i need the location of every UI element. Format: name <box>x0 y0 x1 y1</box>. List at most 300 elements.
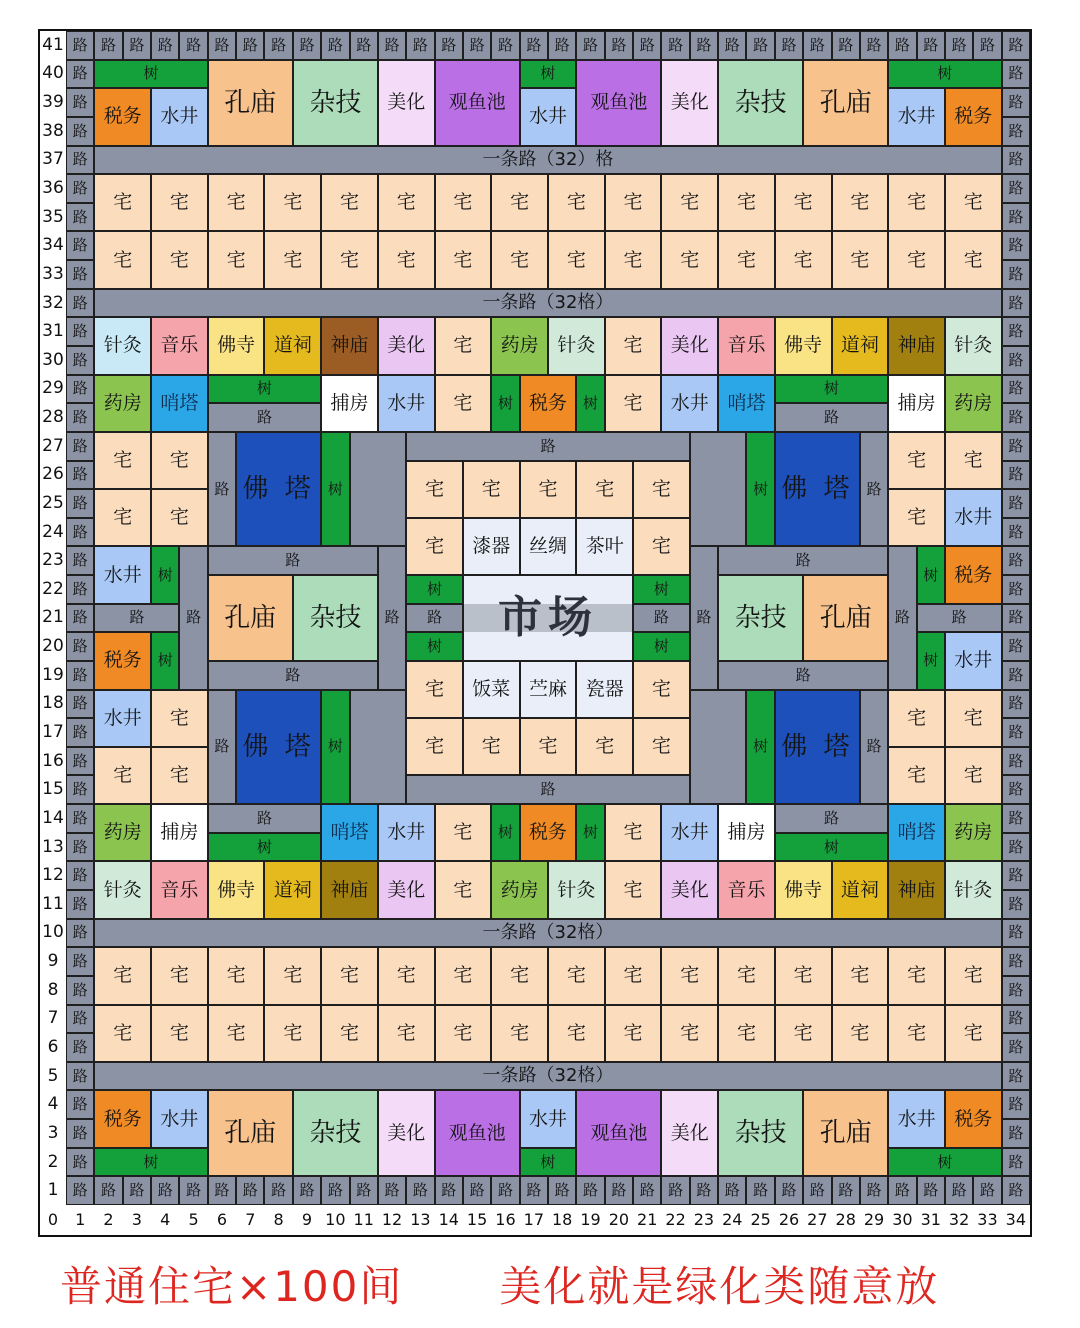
road: 路 <box>605 31 633 60</box>
acupuncture: 针灸 <box>94 317 151 374</box>
road: 路 <box>66 861 94 890</box>
house: 宅 <box>605 861 662 918</box>
col-label: 10 <box>321 1205 349 1235</box>
road: 路 <box>208 690 236 805</box>
pharmacy: 药房 <box>945 375 1002 432</box>
shrine: 神庙 <box>321 317 378 374</box>
road: 路 <box>633 604 690 633</box>
beautification: 美化 <box>661 1090 718 1176</box>
road: 路 <box>66 690 94 719</box>
beautification: 美化 <box>378 861 435 918</box>
road: 路 <box>945 1176 973 1205</box>
caption-beautify: 美化就是绿化类随意放 <box>499 1262 940 1311</box>
tree: 树 <box>746 690 774 805</box>
tree: 树 <box>406 575 463 604</box>
col-label: 29 <box>860 1205 888 1235</box>
police-post: 捕房 <box>718 804 775 861</box>
road: 路 <box>406 432 690 461</box>
road: 路 <box>775 31 803 60</box>
house: 宅 <box>888 489 945 546</box>
daoist-shrine: 道祠 <box>832 861 889 918</box>
road: 路 <box>66 88 94 117</box>
road: 路 <box>66 1090 94 1119</box>
road: 路 <box>66 146 94 175</box>
road: 路 <box>378 1176 406 1205</box>
col-label: 30 <box>888 1205 916 1235</box>
road: 路 <box>576 1176 604 1205</box>
road: 路 <box>66 346 94 375</box>
row-label: 7 <box>40 1005 66 1034</box>
acrobatics: 杂技 <box>718 575 803 661</box>
road: 路 <box>66 289 94 318</box>
music: 音乐 <box>151 317 208 374</box>
road: 路 <box>435 31 463 60</box>
road: 路 <box>236 1176 264 1205</box>
road: 路 <box>1002 690 1030 719</box>
road: 路 <box>66 117 94 146</box>
road: 路 <box>208 546 378 575</box>
house: 宅 <box>94 432 151 489</box>
road: 一条路（32）格 <box>94 146 1001 175</box>
house: 宅 <box>321 231 378 288</box>
row-label: 37 <box>40 146 66 175</box>
road: 路 <box>66 461 94 490</box>
house: 宅 <box>520 461 577 518</box>
house: 宅 <box>718 1005 775 1062</box>
road: 路 <box>917 1176 945 1205</box>
col-label: 17 <box>520 1205 548 1235</box>
road: 路 <box>66 403 94 432</box>
road: 路 <box>888 546 916 689</box>
house: 宅 <box>435 375 492 432</box>
daoist-shrine: 道祠 <box>264 317 321 374</box>
col-label: 33 <box>973 1205 1001 1235</box>
row-label: 17 <box>40 718 66 747</box>
road: 路 <box>66 260 94 289</box>
house: 宅 <box>378 1005 435 1062</box>
house: 宅 <box>435 231 492 288</box>
well: 水井 <box>94 546 151 603</box>
tree: 树 <box>775 833 888 862</box>
row-label: 26 <box>40 461 66 490</box>
road: 路 <box>66 231 94 260</box>
tree: 树 <box>633 632 690 661</box>
road: 路 <box>378 31 406 60</box>
road: 路 <box>1002 1090 1030 1119</box>
house: 宅 <box>435 947 492 1004</box>
house: 宅 <box>151 174 208 231</box>
tree: 树 <box>917 632 945 689</box>
house: 宅 <box>208 947 265 1004</box>
well: 水井 <box>888 1090 945 1147</box>
house: 宅 <box>888 432 945 489</box>
road: 路 <box>1002 461 1030 490</box>
grid <box>40 31 1030 1235</box>
buddhist-temple: 佛寺 <box>208 861 265 918</box>
road: 路 <box>264 31 292 60</box>
house: 宅 <box>661 231 718 288</box>
tax-office: 税务 <box>94 88 151 145</box>
col-label: 18 <box>548 1205 576 1235</box>
tax-office: 税务 <box>94 1090 151 1147</box>
house: 宅 <box>435 804 492 861</box>
road: 路 <box>1002 289 1030 318</box>
house: 宅 <box>888 174 945 231</box>
road: 路 <box>66 604 94 633</box>
road: 一条路（32格） <box>94 919 1001 948</box>
pharmacy: 药房 <box>491 861 548 918</box>
house: 宅 <box>832 947 889 1004</box>
road: 路 <box>917 604 1002 633</box>
road: 路 <box>832 31 860 60</box>
road <box>690 690 747 805</box>
row-label: 13 <box>40 833 66 862</box>
road: 路 <box>66 60 94 89</box>
road: 路 <box>179 546 207 689</box>
col-label: 2 <box>94 1205 122 1235</box>
tree: 树 <box>633 575 690 604</box>
col-label: 11 <box>350 1205 378 1235</box>
house: 宅 <box>520 718 577 775</box>
col-label: 7 <box>236 1205 264 1235</box>
road: 路 <box>1002 775 1030 804</box>
col-label: 26 <box>775 1205 803 1235</box>
road: 路 <box>1002 432 1030 461</box>
road: 路 <box>66 890 94 919</box>
pagoda <box>236 432 321 547</box>
tree: 树 <box>208 833 321 862</box>
road: 路 <box>66 375 94 404</box>
house: 宅 <box>435 861 492 918</box>
house: 宅 <box>945 231 1002 288</box>
road: 路 <box>1002 718 1030 747</box>
road: 路 <box>1002 919 1030 948</box>
tree: 树 <box>888 60 1001 89</box>
road: 路 <box>775 403 888 432</box>
house: 宅 <box>94 489 151 546</box>
road: 路 <box>491 1176 519 1205</box>
road: 路 <box>1002 1062 1030 1091</box>
col-label: 22 <box>661 1205 689 1235</box>
house: 宅 <box>605 231 662 288</box>
house: 宅 <box>832 231 889 288</box>
tree: 树 <box>576 375 604 432</box>
house: 宅 <box>576 461 633 518</box>
goods-shop: 瓷器 <box>576 661 633 718</box>
col-label: 19 <box>576 1205 604 1235</box>
road: 路 <box>123 1176 151 1205</box>
buddhist-temple: 佛寺 <box>208 317 265 374</box>
confucius-temple: 孔庙 <box>208 60 293 146</box>
road: 路 <box>775 804 888 833</box>
row-label: 14 <box>40 804 66 833</box>
beautification: 美化 <box>661 861 718 918</box>
house: 宅 <box>151 690 208 747</box>
row-label: 36 <box>40 174 66 203</box>
row-label: 35 <box>40 203 66 232</box>
row-label: 9 <box>40 947 66 976</box>
house: 宅 <box>264 1005 321 1062</box>
acupuncture: 针灸 <box>945 861 1002 918</box>
house: 宅 <box>94 947 151 1004</box>
house: 宅 <box>576 718 633 775</box>
road: 路 <box>1002 88 1030 117</box>
col-label: 6 <box>208 1205 236 1235</box>
road: 路 <box>66 661 94 690</box>
road: 路 <box>1002 1033 1030 1062</box>
confucius-temple: 孔庙 <box>208 575 293 661</box>
house: 宅 <box>406 461 463 518</box>
col-label: 27 <box>803 1205 831 1235</box>
row-label: 4 <box>40 1090 66 1119</box>
well: 水井 <box>520 1090 577 1147</box>
house: 宅 <box>832 1005 889 1062</box>
road: 路 <box>179 31 207 60</box>
fish-pond: 观鱼池 <box>435 60 520 146</box>
house: 宅 <box>321 947 378 1004</box>
house: 宅 <box>661 174 718 231</box>
acupuncture: 针灸 <box>94 861 151 918</box>
well: 水井 <box>888 88 945 145</box>
goods-shop: 饭菜 <box>463 661 520 718</box>
road: 路 <box>151 1176 179 1205</box>
col-label: 1 <box>66 1205 94 1235</box>
road: 路 <box>1002 146 1030 175</box>
road: 路 <box>973 1176 1001 1205</box>
well: 水井 <box>945 632 1002 689</box>
buddhist-temple: 佛寺 <box>775 861 832 918</box>
shrine: 神庙 <box>888 317 945 374</box>
house: 宅 <box>435 174 492 231</box>
house: 宅 <box>463 718 520 775</box>
house: 宅 <box>888 747 945 804</box>
road: 路 <box>208 804 321 833</box>
watchtower: 哨塔 <box>151 375 208 432</box>
house: 宅 <box>264 174 321 231</box>
acrobatics: 杂技 <box>718 60 803 146</box>
house: 宅 <box>264 947 321 1004</box>
house: 宅 <box>151 231 208 288</box>
house: 宅 <box>605 174 662 231</box>
road: 路 <box>321 1176 349 1205</box>
road: 路 <box>1002 546 1030 575</box>
road: 路 <box>66 632 94 661</box>
road: 路 <box>548 1176 576 1205</box>
road: 路 <box>406 775 690 804</box>
road: 路 <box>917 31 945 60</box>
road: 路 <box>860 432 888 547</box>
house: 宅 <box>888 947 945 1004</box>
house: 宅 <box>491 174 548 231</box>
row-label: 6 <box>40 1033 66 1062</box>
road <box>350 690 407 805</box>
tree: 树 <box>94 1148 207 1177</box>
road: 路 <box>66 31 94 60</box>
road: 路 <box>860 31 888 60</box>
tree: 树 <box>746 432 774 547</box>
row-label: 38 <box>40 117 66 146</box>
fish-pond: 观鱼池 <box>576 1090 661 1176</box>
road: 路 <box>208 31 236 60</box>
row-label: 24 <box>40 518 66 547</box>
col-label: 25 <box>746 1205 774 1235</box>
col-label: 32 <box>945 1205 973 1235</box>
watchtower: 哨塔 <box>888 804 945 861</box>
beautification: 美化 <box>661 60 718 146</box>
road: 路 <box>1002 1148 1030 1177</box>
tree: 树 <box>520 1148 577 1177</box>
road: 路 <box>94 604 179 633</box>
road: 路 <box>123 31 151 60</box>
house: 宅 <box>775 174 832 231</box>
road: 路 <box>690 546 718 689</box>
caption-houses: 普通住宅×100间 <box>60 1262 404 1311</box>
house: 宅 <box>888 231 945 288</box>
road: 路 <box>1002 203 1030 232</box>
road: 路 <box>463 1176 491 1205</box>
tree: 树 <box>520 60 577 89</box>
road: 路 <box>1002 403 1030 432</box>
road: 路 <box>350 1176 378 1205</box>
police-post: 捕房 <box>888 375 945 432</box>
road: 路 <box>208 432 236 547</box>
shrine: 神庙 <box>888 861 945 918</box>
pagoda-label: 佛 塔 <box>242 731 315 762</box>
well: 水井 <box>378 804 435 861</box>
row-label: 8 <box>40 976 66 1005</box>
house: 宅 <box>378 231 435 288</box>
house: 宅 <box>491 1005 548 1062</box>
daoist-shrine: 道祠 <box>264 861 321 918</box>
house: 宅 <box>151 947 208 1004</box>
market-label: 市场 <box>497 591 598 643</box>
road: 路 <box>406 31 434 60</box>
road: 路 <box>66 718 94 747</box>
well: 水井 <box>945 489 1002 546</box>
house: 宅 <box>406 661 463 718</box>
road: 路 <box>633 31 661 60</box>
daoist-shrine: 道祠 <box>832 317 889 374</box>
col-label: 21 <box>633 1205 661 1235</box>
col-label: 23 <box>690 1205 718 1235</box>
road: 路 <box>690 1176 718 1205</box>
road: 路 <box>1002 1119 1030 1148</box>
well: 水井 <box>151 88 208 145</box>
road <box>350 432 407 547</box>
beautification: 美化 <box>378 1090 435 1176</box>
house: 宅 <box>661 947 718 1004</box>
house: 宅 <box>605 947 662 1004</box>
row-label: 29 <box>40 375 66 404</box>
house: 宅 <box>378 174 435 231</box>
road: 路 <box>66 174 94 203</box>
road: 路 <box>1002 747 1030 776</box>
pharmacy: 药房 <box>491 317 548 374</box>
road: 路 <box>66 775 94 804</box>
police-post: 捕房 <box>151 804 208 861</box>
road <box>690 432 747 547</box>
house: 宅 <box>945 174 1002 231</box>
house: 宅 <box>435 317 492 374</box>
row-label: 31 <box>40 317 66 346</box>
col-label: 34 <box>1002 1205 1030 1235</box>
beautification: 美化 <box>378 60 435 146</box>
road: 路 <box>66 804 94 833</box>
road: 一条路（32格） <box>94 289 1001 318</box>
house: 宅 <box>264 231 321 288</box>
row-label: 20 <box>40 632 66 661</box>
road: 路 <box>1002 346 1030 375</box>
road: 路 <box>1002 1005 1030 1034</box>
row-label: 25 <box>40 489 66 518</box>
col-label: 8 <box>264 1205 292 1235</box>
road: 路 <box>973 31 1001 60</box>
pagoda <box>775 432 860 547</box>
road: 路 <box>66 919 94 948</box>
tree: 树 <box>491 804 519 861</box>
col-label: 15 <box>463 1205 491 1235</box>
road: 路 <box>1002 174 1030 203</box>
road: 路 <box>576 31 604 60</box>
road: 路 <box>775 1176 803 1205</box>
fish-pond: 观鱼池 <box>435 1090 520 1176</box>
goods-shop: 丝绸 <box>520 518 577 575</box>
well: 水井 <box>661 804 718 861</box>
row-label: 5 <box>40 1062 66 1091</box>
road: 路 <box>1002 489 1030 518</box>
tree: 树 <box>151 546 179 603</box>
buddhist-temple: 佛寺 <box>775 317 832 374</box>
row-label: 10 <box>40 919 66 948</box>
col-label: 20 <box>605 1205 633 1235</box>
goods-shop: 漆器 <box>463 518 520 575</box>
road: 路 <box>66 575 94 604</box>
house: 宅 <box>633 661 690 718</box>
road: 路 <box>1002 575 1030 604</box>
house: 宅 <box>775 947 832 1004</box>
road: 路 <box>718 31 746 60</box>
road: 路 <box>66 1119 94 1148</box>
road: 路 <box>66 1062 94 1091</box>
road: 路 <box>718 1176 746 1205</box>
tree: 树 <box>406 632 463 661</box>
house: 宅 <box>548 1005 605 1062</box>
house: 宅 <box>888 690 945 747</box>
col-label: 5 <box>179 1205 207 1235</box>
road: 路 <box>151 31 179 60</box>
house: 宅 <box>94 231 151 288</box>
road: 路 <box>718 661 888 690</box>
goods-shop: 茶叶 <box>576 518 633 575</box>
row-label: 32 <box>40 289 66 318</box>
road: 路 <box>661 31 689 60</box>
house: 宅 <box>208 174 265 231</box>
road: 路 <box>94 1176 122 1205</box>
tree: 树 <box>151 632 179 689</box>
music: 音乐 <box>718 317 775 374</box>
house: 宅 <box>633 518 690 575</box>
road: 路 <box>888 1176 916 1205</box>
road: 路 <box>264 1176 292 1205</box>
acrobatics: 杂技 <box>293 1090 378 1176</box>
house: 宅 <box>378 947 435 1004</box>
road: 路 <box>1002 1176 1030 1205</box>
house: 宅 <box>605 804 662 861</box>
road: 一条路（32格） <box>94 1062 1001 1091</box>
house: 宅 <box>718 231 775 288</box>
house: 宅 <box>945 690 1002 747</box>
acrobatics: 杂技 <box>293 575 378 661</box>
